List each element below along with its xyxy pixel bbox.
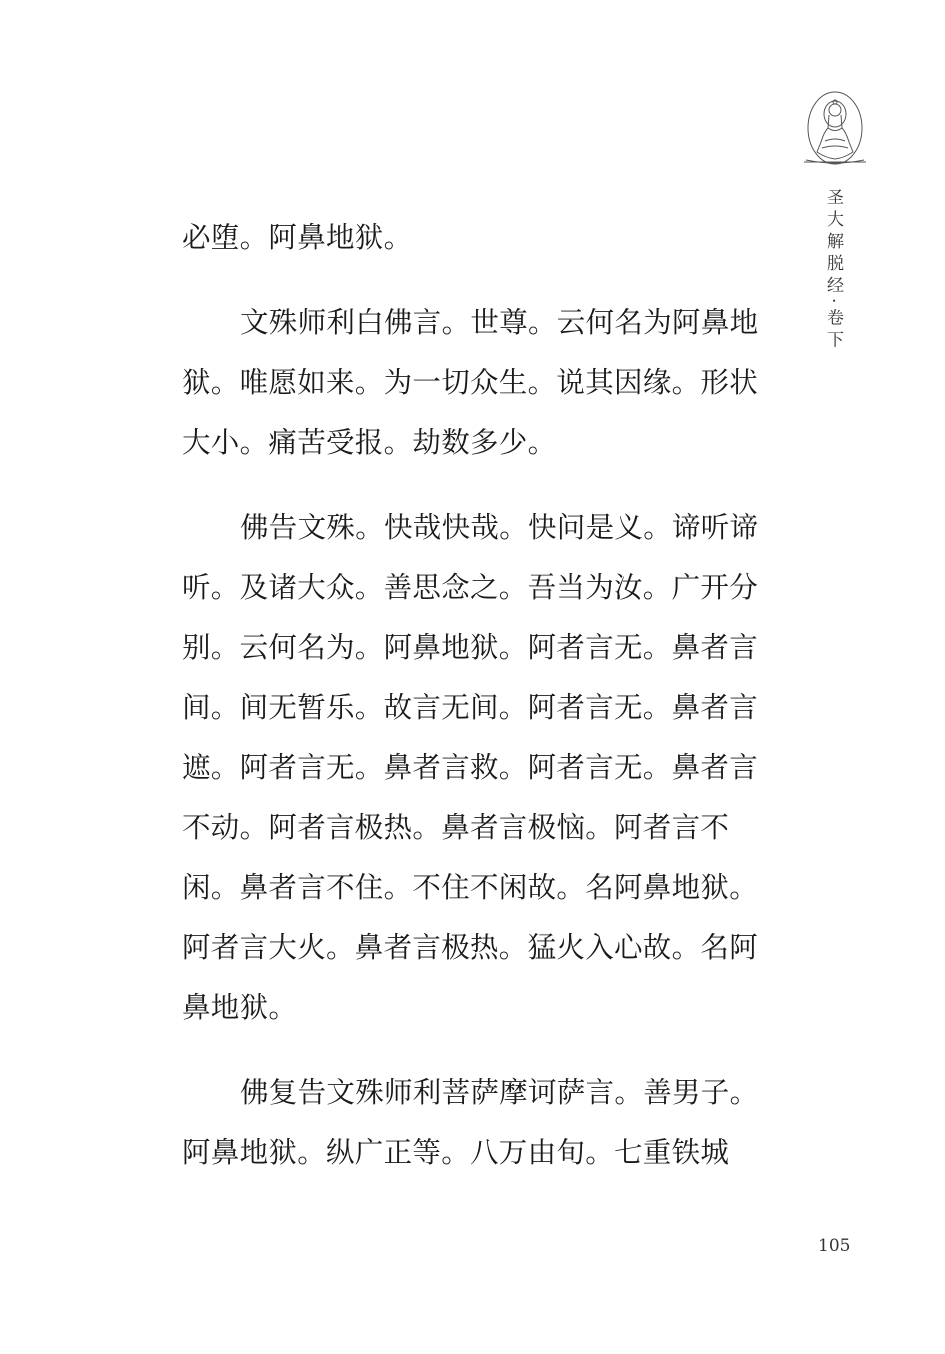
- paragraph: [182, 1063, 762, 1183]
- text-line: 佛复告文殊师利菩萨摩诃萨言。善男子。: [240, 1076, 759, 1109]
- text-line: 听。及诸大众。善思念之。吾当为汝。广开分: [182, 571, 759, 604]
- page-number: 105: [818, 1236, 851, 1256]
- text-line: 间。间无暂乐。故言无间。阿者言无。鼻者言: [182, 691, 759, 724]
- buddha-emblem-icon: [800, 88, 870, 168]
- paragraph: [182, 498, 762, 1038]
- text-line: 狱。唯愿如来。为一切众生。说其因缘。形状: [182, 366, 759, 399]
- text-line: 别。云何名为。阿鼻地狱。阿者言无。鼻者言: [182, 631, 759, 664]
- text-line: 大小。痛苦受报。劫数多少。: [182, 426, 557, 459]
- paragraph: [182, 293, 762, 473]
- text-line: 闲。鼻者言不住。不住不闲故。名阿鼻地狱。: [182, 871, 759, 904]
- text-line: 文殊师利白佛言。世尊。云何名为阿鼻地: [240, 306, 759, 339]
- text-line: 阿鼻地狱。纵广正等。八万由旬。七重铁城: [182, 1136, 730, 1169]
- text-line: 佛告文殊。快哉快哉。快问是义。谛听谛: [240, 511, 759, 544]
- paragraph: [182, 208, 762, 268]
- text-line: 不动。阿者言极热。鼻者言极恼。阿者言不: [182, 811, 730, 844]
- running-title: 圣大解脱经·卷下: [823, 188, 843, 353]
- text-line: 鼻地狱。: [182, 991, 298, 1024]
- main-text: [182, 208, 762, 1183]
- text-line: 必堕。阿鼻地狱。: [182, 221, 413, 254]
- text-line: 遮。阿者言无。鼻者言救。阿者言无。鼻者言: [182, 751, 759, 784]
- text-line: 阿者言大火。鼻者言极热。猛火入心故。名阿: [182, 931, 759, 964]
